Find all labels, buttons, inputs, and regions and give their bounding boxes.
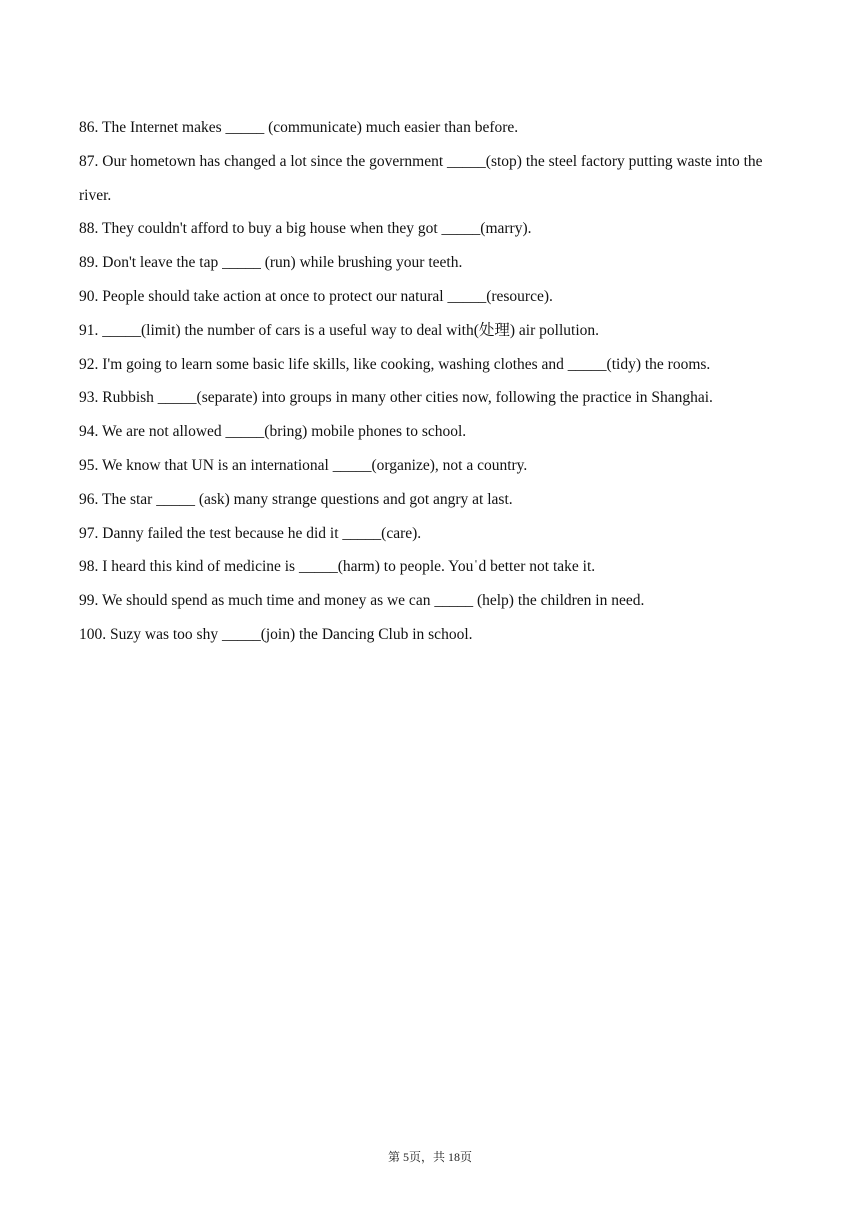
question-92: 92. I'm going to learn some basic life skills, like cooking, washing clothes and _____(tidy) the rooms. xyxy=(79,355,711,373)
question-91: 91. _____(limit) the number of cars is a useful way to deal with(处理) air pollution. xyxy=(79,321,599,339)
question-list xyxy=(79,111,791,652)
question-95: 95. We know that UN is an international _____(organize), not a country. xyxy=(79,456,528,474)
question-86: 86. The Internet makes _____ (communicate) much easier than before. xyxy=(79,119,519,136)
question-93: 93. Rubbish _____(separate) into groups in many other cities now, following the practice in Shanghai. xyxy=(79,389,713,407)
question-88: 88. They couldn't afford to buy a big house when they got _____(marry). xyxy=(79,220,532,238)
question-99: 99. We should spend as much time and money as we can _____ (help) the children in need. xyxy=(79,592,645,610)
question-100: 100. Suzy was too shy _____(join) the Dancing Club in school. xyxy=(79,625,473,643)
question-89: 89. Don't leave the tap _____ (run) while brushing your teeth. xyxy=(79,254,463,272)
question-87: 87. Our hometown has changed a lot since the government _____(stop) the steel factory putting waste into the river. xyxy=(79,152,763,204)
question-94: 94. We are not allowed _____(bring) mobile phones to school. xyxy=(79,423,467,441)
question-98: 98. I heard this kind of medicine is _____(harm) to people. Youˈd better not take it. xyxy=(79,558,596,576)
question-97: 97. Danny failed the test because he did it _____(care). xyxy=(79,524,422,542)
question-96: 96. The star _____ (ask) many strange questions and got angry at last. xyxy=(79,490,513,508)
page-number-footer: 第 5页，共 18页 xyxy=(387,1150,472,1164)
question-90: 90. People should take action at once to protect our natural _____(resource). xyxy=(79,287,553,305)
